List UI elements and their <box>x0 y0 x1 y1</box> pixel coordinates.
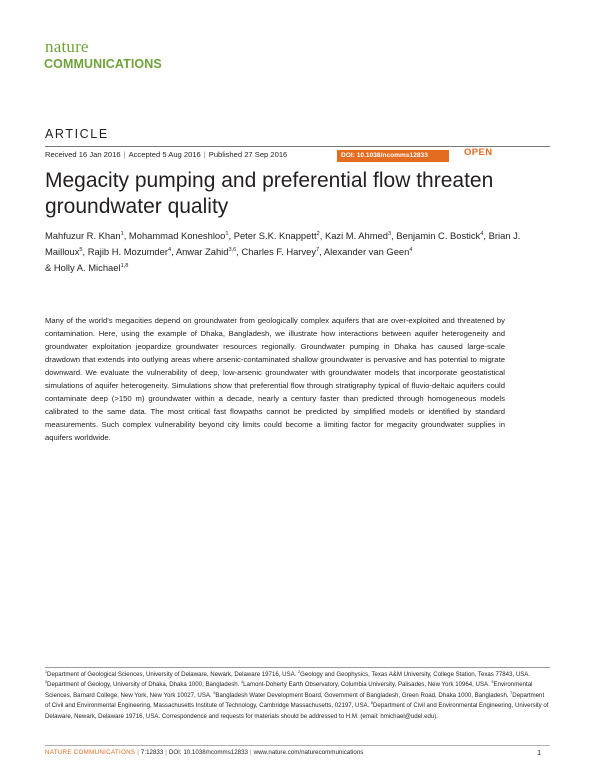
author-name: & Holly A. Michael <box>45 262 121 273</box>
author-name: Rajib H. Mozumder <box>87 246 168 257</box>
article-title: Megacity pumping and preferential flow threaten groundwater quality <box>45 169 494 218</box>
author-affiliation-marker: 4 <box>480 230 484 237</box>
journal-logo-nature: nature <box>45 37 89 56</box>
affiliation-number: 2 <box>298 669 301 674</box>
author-separator: , <box>228 230 232 241</box>
publication-dates <box>45 150 287 160</box>
author-affiliation-marker: 7 <box>316 246 320 253</box>
author-name: Brian J. Mailloux <box>45 230 521 257</box>
date-separator: | <box>203 150 206 159</box>
affiliation-number: 8 <box>370 701 374 706</box>
author-affiliation-marker: 3,6 <box>228 246 237 253</box>
affiliations <box>45 670 550 722</box>
author-name: Mahfuzur R. Khan <box>45 230 121 241</box>
affiliation-number: 5 <box>491 680 494 685</box>
author-affiliation-marker: 4 <box>167 246 172 253</box>
author-separator: , <box>391 230 394 241</box>
published-date: Published 27 Sep 2016 <box>208 150 288 159</box>
affiliation-text: Geology and Geophysics, Texas A&M University, College Station, Texas 77843, USA. <box>300 671 531 678</box>
author-separator: , <box>123 230 127 241</box>
journal-logo-communications: COMMUNICATIONS <box>44 57 162 71</box>
author-list <box>45 228 550 276</box>
author-affiliation-marker: 3 <box>388 230 392 237</box>
date-separator: | <box>123 150 126 159</box>
doi-badge[interactable]: DOI: 10.1038/ncomms12833 <box>337 150 449 162</box>
footer-url[interactable]: www.nature.com/naturecommunications <box>253 749 364 756</box>
author-name: Peter S.K. Knappett <box>233 230 317 241</box>
affiliation-number: 6 <box>213 690 216 695</box>
footer-separator: | <box>137 749 139 756</box>
footer-volume: 7:12833 <box>140 749 164 756</box>
author-name: Anwar Zahid <box>175 246 229 257</box>
author-affiliation-marker: 4 <box>409 246 413 253</box>
abstract: Many of the world's megacities depend on groundwater from geologically complex aquifers that are over-exploited and threatened by contamination. Here, using the example of Dhaka, Bangladesh, we illustrate how interactions between aquifer heterogeneity and groundwater exploitation jeopardize groundwater resources regionally. Groundwater pumping in Dhaka has caused large-scale drawdown that extends into outlying areas where arsenic-contaminated shallow groundwater is pervasive and has potential to migrate downward. We evaluate the vulnerability of deep, low-arsenic groundwater with groundwater models that incorporate geostatistical simulations of aquifer heterogeneity. Simulations show that preferential flow through stratigraphy typical of fluvio-deltaic aquifers could contaminate deep (>150 m) groundwater within a decade, nearly a century faster than predicted through homogeneous models calibrated to the same data. The most critical fast flowpaths cannot be predicted by simplified models or identified by standard measurements. Such complex vulnerability beyond city limits could become a limiting factor for megacity groundwater supplies in aquifers worldwide. <box>45 316 505 443</box>
affiliation-number: 7 <box>510 690 513 695</box>
footer-separator: | <box>250 749 252 756</box>
footer-journal-name: NATURE COMMUNICATIONS <box>45 749 136 756</box>
author-affiliation-marker: 1 <box>120 230 124 237</box>
page-footer <box>45 749 363 756</box>
page-number: 1 <box>537 748 542 757</box>
affiliation-text: Bangladesh Water Development Board, Government of Bangladesh, Green Road, Dhaka 1000, Bangladesh. <box>215 691 509 699</box>
affiliation-text: Department of Civil and Environmental Engineering, University of Delaware, Newark, Delaware 19716, USA. Correspondence and requests for materials should be addressed to H.M. (email: hmichael@udel.edu). <box>45 702 549 720</box>
affiliation-number: 3 <box>45 680 48 685</box>
received-date: Received 16 Jan 2016 <box>45 150 121 159</box>
affiliation-text: Department of Civil and Environmental Engineering, Massachusetts Institute of Technology, Cambridge Massachusetts, 02197, USA. <box>45 691 545 710</box>
affiliation-text: Department of Geological Sciences, University of Delaware, Newark, Delaware 19716, USA. <box>47 671 297 678</box>
author-affiliation-marker: 2 <box>316 230 320 237</box>
author-separator: , <box>319 246 322 257</box>
footer-doi: DOI: 10.1038/ncomms12833 <box>168 749 248 756</box>
author-separator: , <box>82 246 86 257</box>
author-affiliation-marker: 5 <box>79 246 83 253</box>
affiliations-rule <box>45 667 550 668</box>
affiliation-text: Department of Geology, University of Dhaka, Dhaka 1000, Bangladesh. <box>47 681 240 689</box>
author-separator: , <box>483 230 486 241</box>
author-name: Kazi M. Ahmed <box>324 230 388 241</box>
author-separator: , <box>171 246 174 257</box>
author-name: Charles F. Harvey <box>241 246 317 257</box>
author-name: Alexander van Geen <box>323 246 410 257</box>
accepted-date: Accepted 5 Aug 2016 <box>128 150 201 159</box>
affiliation-number: 4 <box>241 680 244 685</box>
footer-rule <box>45 745 550 746</box>
author-separator: , <box>236 246 239 257</box>
author-name: Mohammad Koneshloo <box>128 230 226 241</box>
affiliation-number: 1 <box>45 669 48 674</box>
author-affiliation-marker: 1,8 <box>120 262 129 269</box>
footer-separator: | <box>165 749 167 756</box>
author-name: Benjamin C. Bostick <box>396 230 481 241</box>
affiliation-text: Environmental Sciences, Barnard College, New York, New York 10027, USA. <box>45 681 533 699</box>
article-type-label: ARTICLE <box>45 127 109 141</box>
author-separator: , <box>319 230 323 241</box>
open-access-badge: OPEN <box>464 147 493 158</box>
affiliation-text: Lamont-Doherty Earth Observatory, Columbia University, Palisades, New York 10964, USA. <box>243 681 490 689</box>
author-affiliation-marker: 1 <box>225 230 229 237</box>
